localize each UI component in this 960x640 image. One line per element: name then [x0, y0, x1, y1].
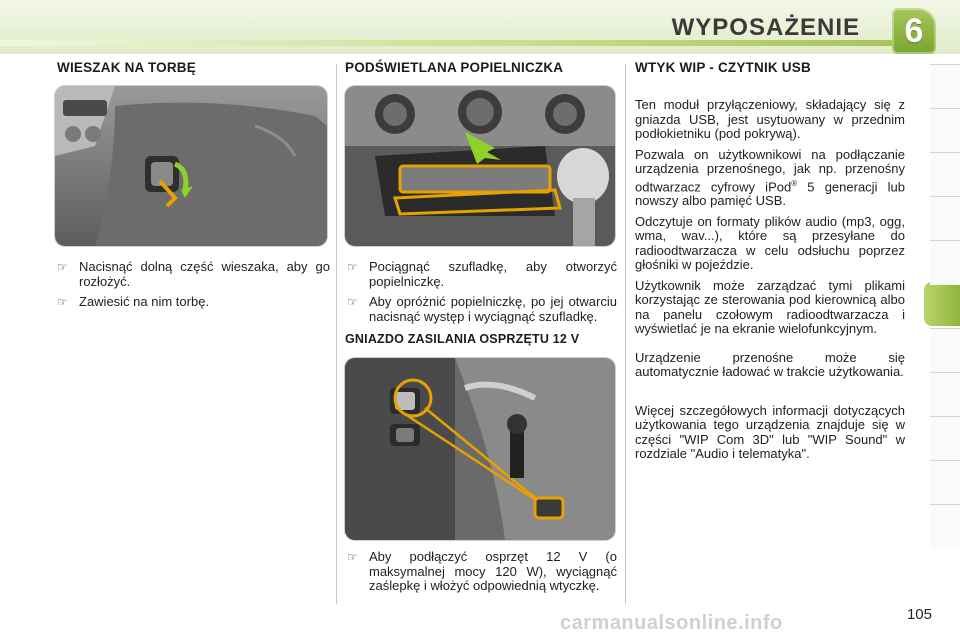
page-title: WYPOSAŻENIE	[671, 14, 860, 41]
ashtray-photo	[345, 86, 615, 246]
chapter-tab[interactable]	[930, 240, 960, 285]
chapter-tab-rail	[930, 64, 960, 564]
socket-photo	[345, 358, 615, 540]
chapter-tab[interactable]	[930, 328, 960, 373]
chapter-tab[interactable]	[930, 196, 960, 241]
chapter-tab[interactable]	[930, 416, 960, 461]
pointing-hand-icon: ☞	[57, 260, 68, 274]
list-item: ☞ Zawiesić na nim torbę.	[57, 294, 210, 309]
chapter-tab[interactable]	[930, 372, 960, 417]
chapter-tab-active[interactable]	[924, 282, 960, 326]
bag-hook-illustration	[55, 86, 327, 246]
chapter-number-badge: 6	[892, 8, 936, 54]
pointing-hand-icon: ☞	[57, 295, 68, 309]
pointing-hand-icon: ☞	[347, 295, 358, 309]
chapter-tab[interactable]	[930, 460, 960, 505]
socket-illustration	[345, 358, 615, 540]
list-item: ☞ Aby podłączyć osprzęt 12 V (o maksymalnej mocy 120 W), wyciągnąć zaślepkę i włożyć odpowiednią wtyczkę.	[347, 549, 617, 593]
pointing-hand-icon: ☞	[347, 550, 358, 564]
paragraph: Pozwala on użytkownikowi na podłączanie urządzenia przenośnego, jak np. przenośny odtwarzacz cyfrowy iPod® 5 generacji lub nowszy albo pamięć USB.	[635, 146, 905, 209]
column-separator	[336, 64, 337, 604]
chapter-tab[interactable]	[930, 504, 960, 549]
pointing-hand-icon: ☞	[347, 260, 358, 274]
section-title-bag-hook: WIESZAK NA TORBĘ	[57, 60, 196, 75]
section-title-ashtray: PODŚWIETLANA POPIELNICZKA	[345, 60, 564, 75]
list-item: ☞ Nacisnąć dolną część wieszaka, aby go rozłożyć.	[57, 259, 330, 289]
section-title-12v-socket: GNIAZDO ZASILANIA OSPRZĘTU 12 V	[345, 332, 580, 346]
paragraph: Ten moduł przyłączeniowy, składający się z gniazda USB, jest usytuowany w przednim podłokietniku (pod pokrywą).	[635, 97, 905, 141]
page-number: 105	[906, 606, 932, 623]
watermark: carmanualsonline.info	[560, 612, 783, 634]
column-ashtray	[345, 60, 617, 600]
bag-hook-photo	[55, 86, 327, 246]
list-item: ☞ Aby opróżnić popielniczkę, po jej otwarciu nacisnąć występ i wyciągnąć szufladkę.	[347, 294, 617, 324]
paragraph: Urządzenie przenośne może się automatycznie ładować w trakcie użytkowania.	[635, 349, 905, 380]
chapter-tab[interactable]	[930, 64, 960, 109]
section-title-usb-reader: WTYK WIP - CZYTNIK USB	[635, 60, 811, 75]
paragraph: Użytkownik może zarządzać tymi plikami korzystając ze sterowania pod kierownicą albo na panelu czołowym radioodtwarzacza i wyświetlać je na ekranie wielofunkcyjnym.	[635, 277, 905, 337]
column-usb-reader	[635, 60, 905, 468]
ashtray-illustration	[345, 86, 615, 246]
paragraph: Odczytuje on formaty plików audio (mp3, ogg, wma, wav...), które są przesyłane do radioodtwarzacza w celu odsłuchu poprzez głośniki w pojeździe.	[635, 213, 905, 273]
chapter-tab[interactable]	[930, 108, 960, 153]
chapter-tab[interactable]	[930, 152, 960, 197]
column-bag-hook	[55, 60, 330, 316]
list-item: ☞ Pociągnąć szufladkę, aby otworzyć popielniczkę.	[347, 259, 617, 289]
paragraph: Więcej szczegółowych informacji dotyczących użytkowania tego urządzenia znajduje się w części "WIP Com 3D" lub "WIP Sound" w rozdziale "Audio i telematyka".	[635, 402, 905, 462]
column-separator	[625, 64, 626, 604]
